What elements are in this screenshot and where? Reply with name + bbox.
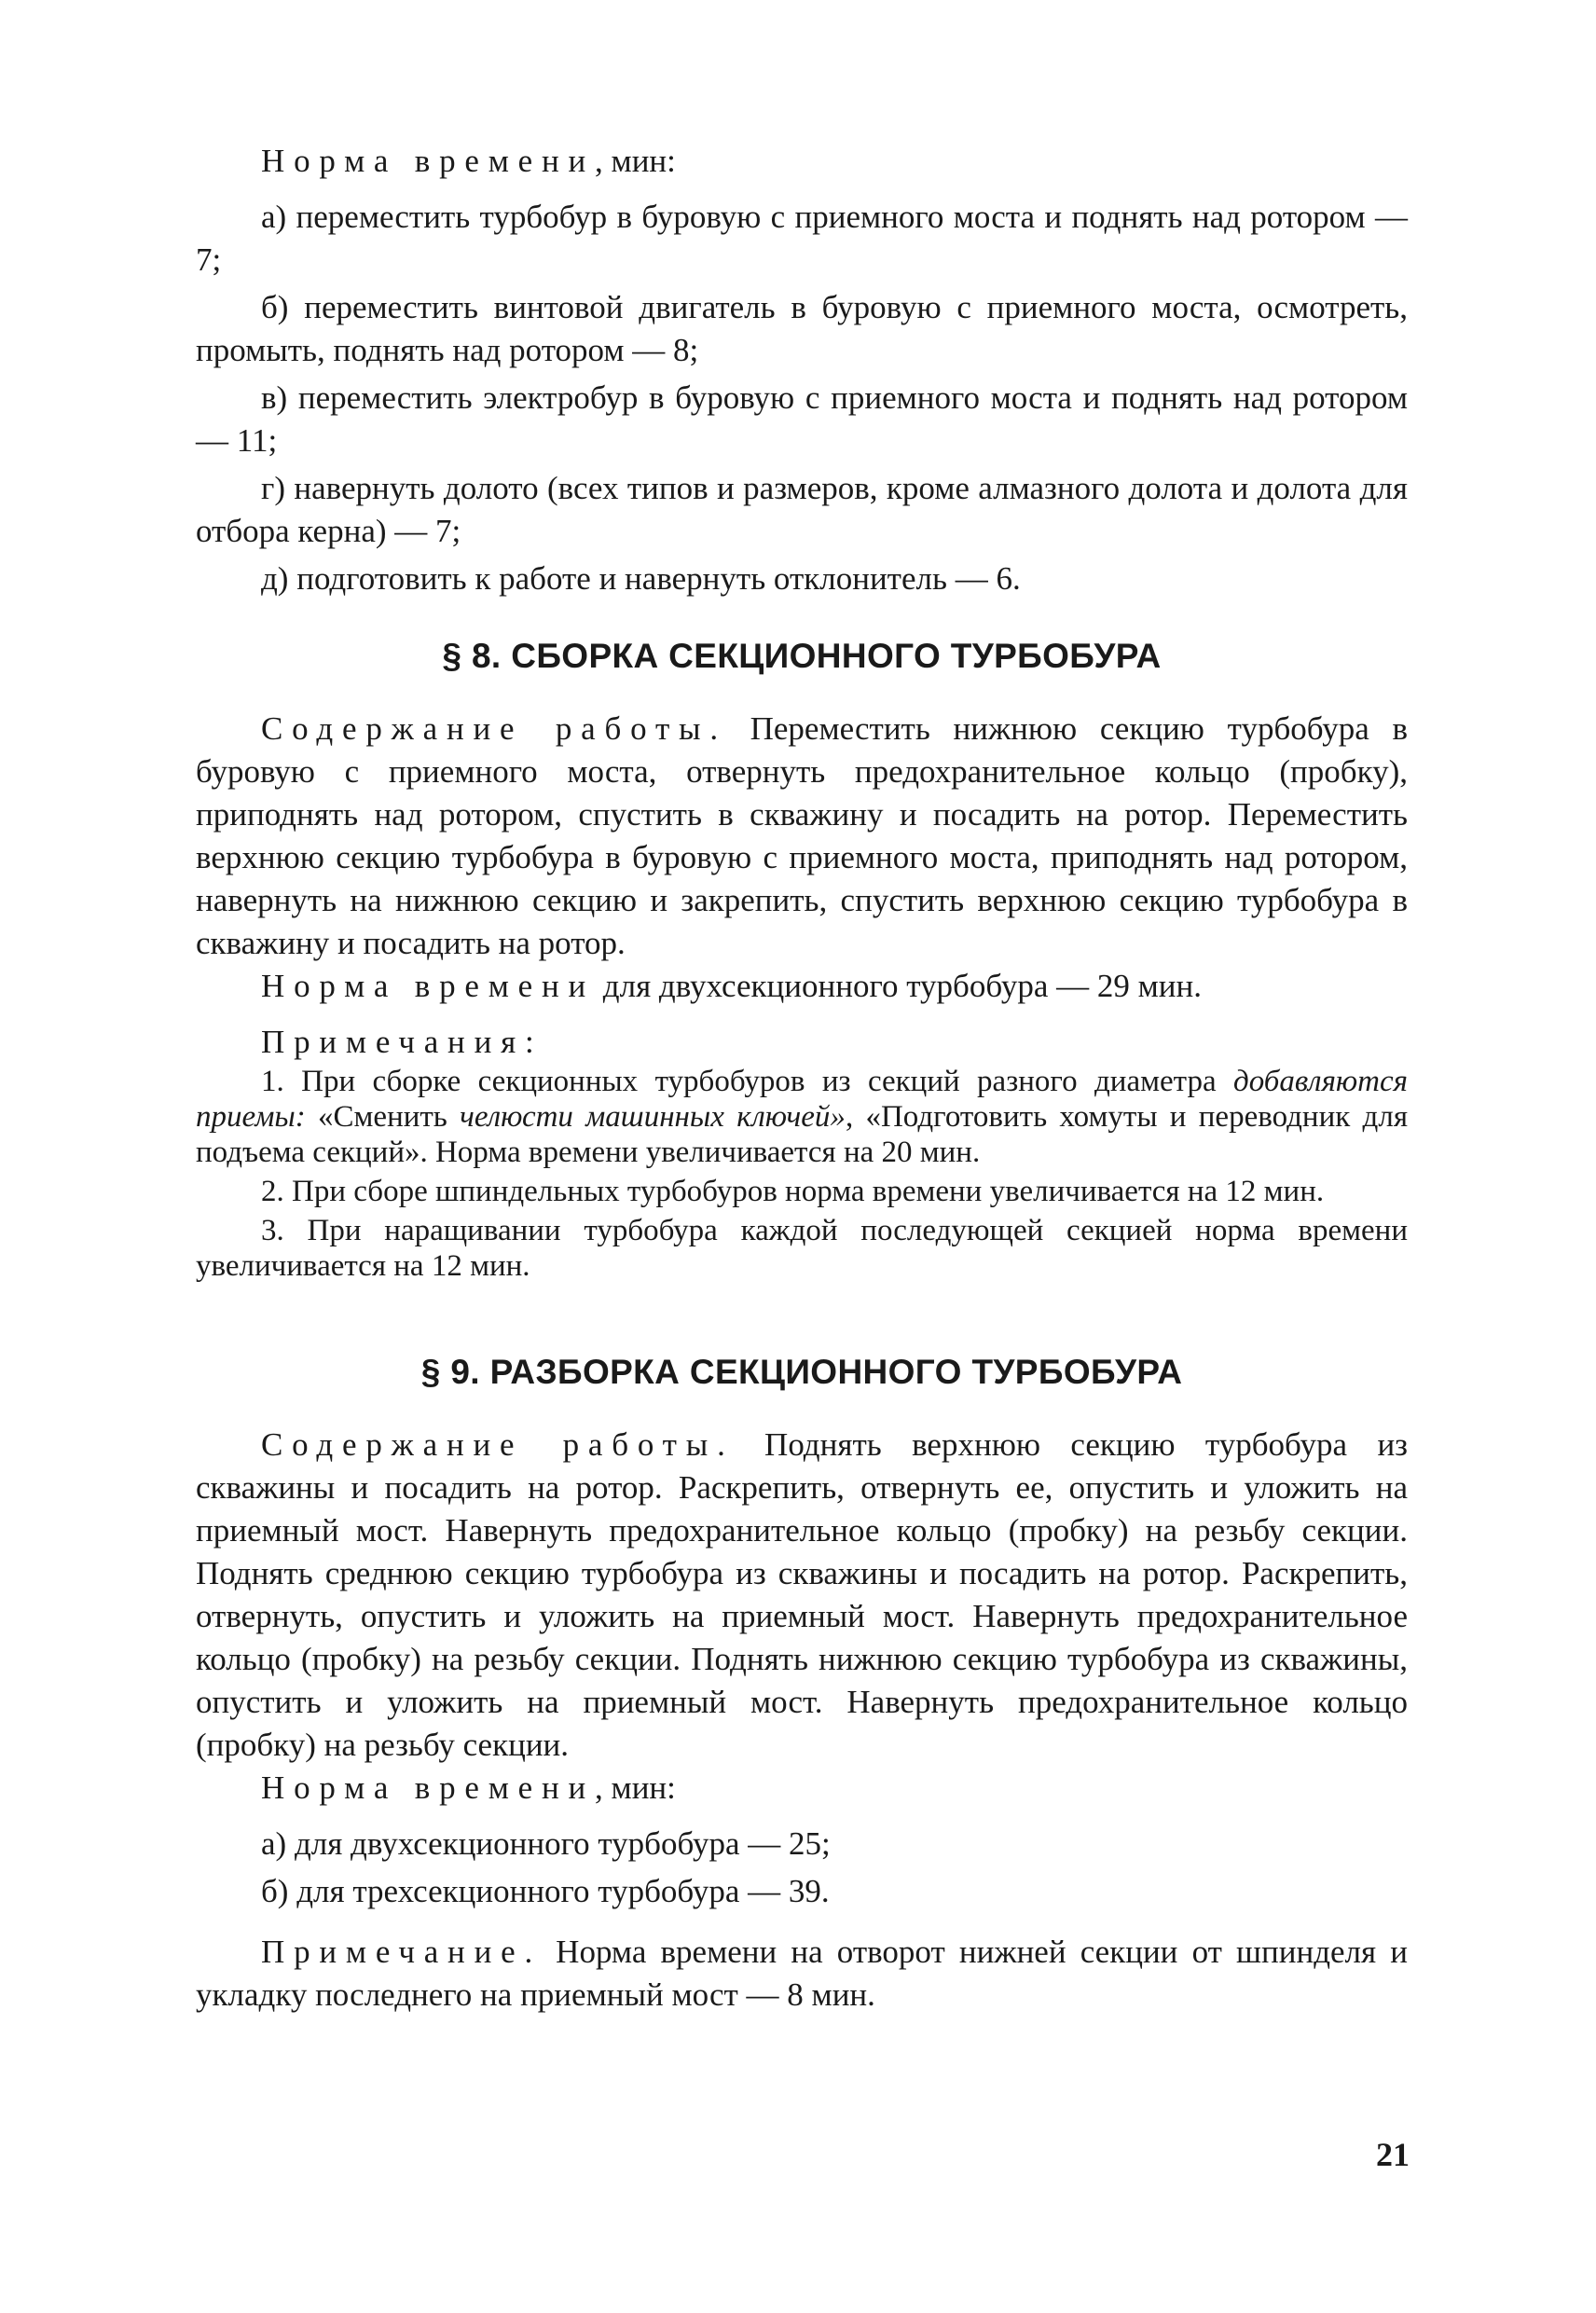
section-9-content <box>196 1424 1408 1767</box>
list-item: г) навернуть долото (всех типов и размеров, кроме алмазного долота и долота для отбора керна) — 7; <box>196 470 1408 549</box>
section-8-norm <box>196 965 1408 1008</box>
section-9-title: § 9. РАЗБОРКА СЕКЦИОННОГО ТУРБОБУРА <box>420 1353 1183 1391</box>
norm-suffix: , мин: <box>595 143 676 179</box>
note-1 <box>196 1064 1408 1170</box>
content-label: Содержание работы. <box>261 1426 735 1463</box>
notes-block <box>196 1064 1408 1284</box>
norm-suffix: , мин: <box>595 1769 676 1806</box>
note-1-text-a: 1. При сборке секционных турбобуров из секций разного диаметра <box>261 1065 1233 1098</box>
content-text: Поднять верхнюю секцию турбобура из скважины и посадить на ротор. Раскрепить, отвернуть ее, опустить и уложить на приемный мост. Навернуть предохранительное кольцо (пробку) на резьбу секции. Поднять среднюю секцию турбобура из скважины и посадить на ротор. Раскрепить, отвернуть, опустить и уложить на приемный мост. Навернуть предохранительное кольцо (пробку) на резьбу секции. Поднять нижнюю секцию турбобура из скважины, опустить и уложить на приемный мост. Навернуть предохранительное кольцо (пробку) на резьбу секции. <box>196 1426 1409 1763</box>
list-item: д) подготовить к работе и навернуть отклонитель — 6. <box>261 560 1021 597</box>
note-text: Норма времени на отворот нижней секции от шпинделя и укладку последнего на приемный мост — 8 мин. <box>196 1934 1408 2013</box>
section-9-norm-heading <box>196 1767 1408 1810</box>
list-item: а) для двухсекционного турбобура — 25; <box>261 1825 831 1862</box>
note-1-text-b: , «Подготовить хомуты и переводник для подъема секций». Норма времени увеличивается на 20 мин. <box>196 1100 1408 1169</box>
list-item: а) переместить турбобур в буровую с приемного моста и поднять над ротором — 7; <box>196 199 1408 278</box>
section-8-content <box>196 708 1408 965</box>
page-body <box>196 140 1408 2017</box>
norm-heading <box>196 140 1408 183</box>
note-1-quote-a: «Сменить <box>305 1100 461 1134</box>
note-2: 2. При сборе шпиндельных турбобуров норма времени увеличивается на 12 мин. <box>261 1175 1325 1208</box>
content-text: Переместить нижнюю секцию турбобура в буровую с приемного моста, отвернуть предохранительное кольцо (пробку), приподнять над ротором, спустить в скважину и посадить на ротор. Переместить верхнюю секцию турбобура в буровую с приемного моста, приподнять над ротором, навернуть на нижнюю секцию и закрепить, спустить верхнюю секцию турбобура в скважину и посадить на ротор. <box>196 710 1408 961</box>
content-label: Содержание работы. <box>261 710 727 747</box>
norm-label: Норма времени <box>261 143 596 179</box>
note-1-italic-2: челюсти машинных ключей» <box>460 1100 846 1134</box>
list-item: б) для трехсекционного турбобура — 39. <box>261 1873 830 1909</box>
note-1-italic: добавляются приемы: <box>196 1065 1408 1134</box>
norm-text: для двухсекционного турбобура — 29 мин. <box>595 968 1202 1004</box>
section-8-title: § 8. СБОРКА СЕКЦИОННОГО ТУРБОБУРА <box>442 637 1162 675</box>
note-3: 3. При наращивании турбобура каждой последующей секцией норма времени увеличивается на 12 мин. <box>196 1214 1408 1283</box>
section-9-note <box>196 1931 1408 2017</box>
note-label: Примечание. <box>261 1934 543 1970</box>
notes-label: Примечания: <box>261 1024 543 1060</box>
norm-label: Норма времени <box>261 968 596 1004</box>
notes-label-line <box>196 1021 1408 1064</box>
page-number: 21 <box>1376 2136 1410 2173</box>
norm-label: Норма времени <box>261 1769 596 1806</box>
list-item: в) переместить электробур в буровую с приемного моста и поднять над ротором — 11; <box>196 379 1408 459</box>
list-item: б) переместить винтовой двигатель в буровую с приемного моста, осмотреть, промыть, поднять над ротором — 8; <box>196 289 1408 368</box>
